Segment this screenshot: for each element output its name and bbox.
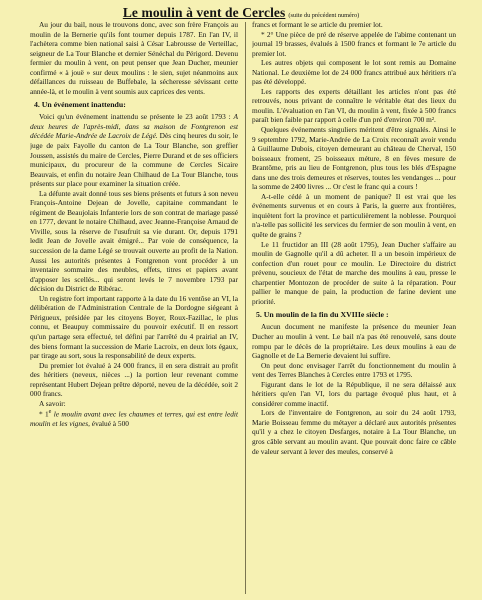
paragraph: Les autres objets qui composent le lot sont remis au Domaine National. Le deuxième lot de 24 000 francs attribué aux héritiers n'a pas été développé.: [252, 58, 456, 87]
paragraph: La défunte avait donné tous ses biens présents et futurs à son neveu François-Antoine Dejean de Jovelle, capitaine commandant le régiment de Beaujolais Infanterie lors de son contrat de mariage passé en 1777, devant le notaire Chilhaud, avec Jeanne-Françoise Arnaud de Viville, sous la réserve de l'usufruit sa vie durant. Or, depuis 1791 ledit Jean de Jovelle avait émigré... Par voie de conséquence, la succession de la dame Légé se trouvait ouverte au profit de la Nation. Aussi les autorités présentes à Fontgrenon vont procéder à un inventaire sommaire des meubles, effets, titres et papiers avant d'apposer les scellés... qui seront levés le 7 novembre 1793 par décision du District de Ribérac.: [30, 188, 238, 294]
paragraph: Les rapports des experts détaillant les articles n'ont pas été retrouvés, nous privant de connaître le véritable état des lieux du moulin. L'évaluation en l'an VI, du moulin à vent, fixée à 500 francs paraît bien faible par rapport à celle d'un pré d'environ 700 m².: [252, 86, 456, 125]
left-column: [30, 20, 238, 600]
paragraph: Figurant dans le lot de la République, il ne sera délaissé aux héritiers qu'en l'an VI, lors du partage évoqué plus haut, et à considérer comme inactif.: [252, 379, 456, 408]
section-heading-5: 5. Un moulin de la fin du XVIIIe siècle :: [256, 310, 389, 320]
paragraph: Quelques événements singuliers méritent d'être signalés. Ainsi le 9 septembre 1792, Marie-Andrée de La Croix reconnaît avoir vendu à Guillaume Dubois, citoyen demeurant au château de Cherval, 150 boisseaux froment, 25 boisseaux méture, 8 en fèves mesure de Brantôme, pris au lieu de Fontgrenon, plus tous les blés d'Espagne dans une des trois demeures et réserves, toutes les vendanges ... pour la somme de 2400 livres ... Or c'est le franc qui a cours !: [252, 125, 456, 192]
section-heading-4: 4. Un événement inattendu:: [34, 100, 126, 110]
paragraph: Le 11 fructidor an III (28 août 1795), Jean Ducher s'affaire au moulin de Gagnolle qu'il a dû acheter. Il a un besoin impérieux de confection d'un rouet pour ce moulin. Le Directoire du district prévenu, soucieux de l'état de marche des moulins à eau, presse le charpentier Montozon de procéder de suite à la réparation. Pour pallier le manque de pain, la production de farine devient une priorité.: [252, 239, 456, 306]
paragraph: * 2° Une pièce de pré de réserve appelée de l'abime contenant un journal 19 brasses, évalués à 1500 francs et formant le 7e article du premier lot.: [252, 29, 456, 58]
paragraph: A-t-elle cédé à un moment de panique? Il est vrai que les événements survenus et en cours à Paris, la guerre aux frontières, inquiètent fort la province et particulièrement la noblesse. Pourquoi n'a-telle pas sollicité les services du fermier de son moulin à vent, en quête de grains ?: [252, 191, 456, 240]
paragraph: * 1e le moulin avant avec les chaumes et terres, qui est entre ledit moulin et les vignes, évalué à 500: [30, 409, 238, 429]
paragraph: Au jour du bail, nous le trouvons donc, avec son frère François au moulin de la Bernerie qu'ils font tourner depuis 1787. En l'an IV, il l'achètera comme bien national saisi à César Labrousse de Verteillac, seigneur de La Tour Blanche et dernier Sénéchal du Périgord. Devenu fermier du moulin à vent, on peut penser que Jean Ducher, meunier confirmé « à jouë » sur deux moulins : le sien, sujet néanmoins aux défaillances du ruisseau de Buffebale, la sécheresse sévissant cette année-là, et le moulin à vent soumis aux caprices des vents.: [30, 20, 238, 96]
paragraph: francs et formant le se article du premier lot.: [252, 20, 383, 29]
paragraph: Du premier lot évalué à 24 000 francs, il en sera distrait au profit des héritiers (neveux, nièces ...) la portion leur revenant comme représentant Hubert Dejean prêtre déporté, neveu de la décédée, soit 2 000 francs.: [30, 360, 238, 399]
paragraph: Voici qu'un événement inattendu se présente le 23 août 1793 : A deux heures de l'après-midi, dans sa maison de Fontgrenon est décédée Marie-Andrée de Lacroix de Légé. Dès cinq heures du soir, le juge de paix Fayolle du canton de La Tour Blanche, son greffier Joussen, assistés du maire de Cercles, Pierre Durand et de ses officiers municipaux, du procureur de la commune de Cercles Sicaire Beauvais, et enfin du notaire Jean Chilhaud de La Tour Blanche, tous présents sur place pour examiner la situation créée.: [30, 112, 238, 189]
column-divider: [245, 22, 246, 594]
right-column: [252, 20, 456, 600]
article-title: Le moulin à vent de Cercles: [122, 5, 286, 20]
quoted-death-record: A deux heures de l'après-midi, dans sa maison de Fontgrenon est décédée Marie-Andrée de Lacroix de Légé.: [30, 112, 238, 141]
paragraph: Un registre fort important rapporte à la date du 16 ventôse an VI, la délibération de l'Administration Centrale de la Dordogne siégeant à Périgueux, présidée par les citoyens Boyer, Roux-Fazillac, le plus connu, et Beaupuy commissaire du pouvoir exécutif. Il en ressort qu'un partage sera effectué, tel défini par l'arrêté du 4 prairial an IV, des biens formant la succession de Marie Lacroix, en deux lots égaux, par tirage au sort, sous la responsabilité de deux experts.: [30, 293, 238, 361]
paragraph: A savoir:: [39, 398, 66, 408]
article-subtitle: (suite du précédent numéro): [288, 12, 360, 19]
paragraph: Aucun document ne manifeste la présence du meunier Jean Ducher au moulin à vent. Le bail n'a pas été renouvelé, sans doute rompu par le décès de la propriétaire. Les deux moulins à eau de Gagnolle et de La Bernerie devaient lui suffire.: [252, 322, 456, 361]
paragraph: Lors de l'inventaire de Fontgrenon, au soir du 24 août 1793, Marie Boisseau femme du métayer a déclaré aux autorités présentes qu'il y a chez le citoyen Desfarges, notaire à La Tour Blanche, un gros câble servant au moulin avant. Que pouvait donc faire ce câble de valeur servant à lever des meules, conservé à: [252, 408, 456, 456]
paragraph: On peut donc envisager l'arrêt du fonctionnement du moulin à vent des Terres Blanches à Cercles entre 1793 et 1795.: [252, 360, 456, 380]
